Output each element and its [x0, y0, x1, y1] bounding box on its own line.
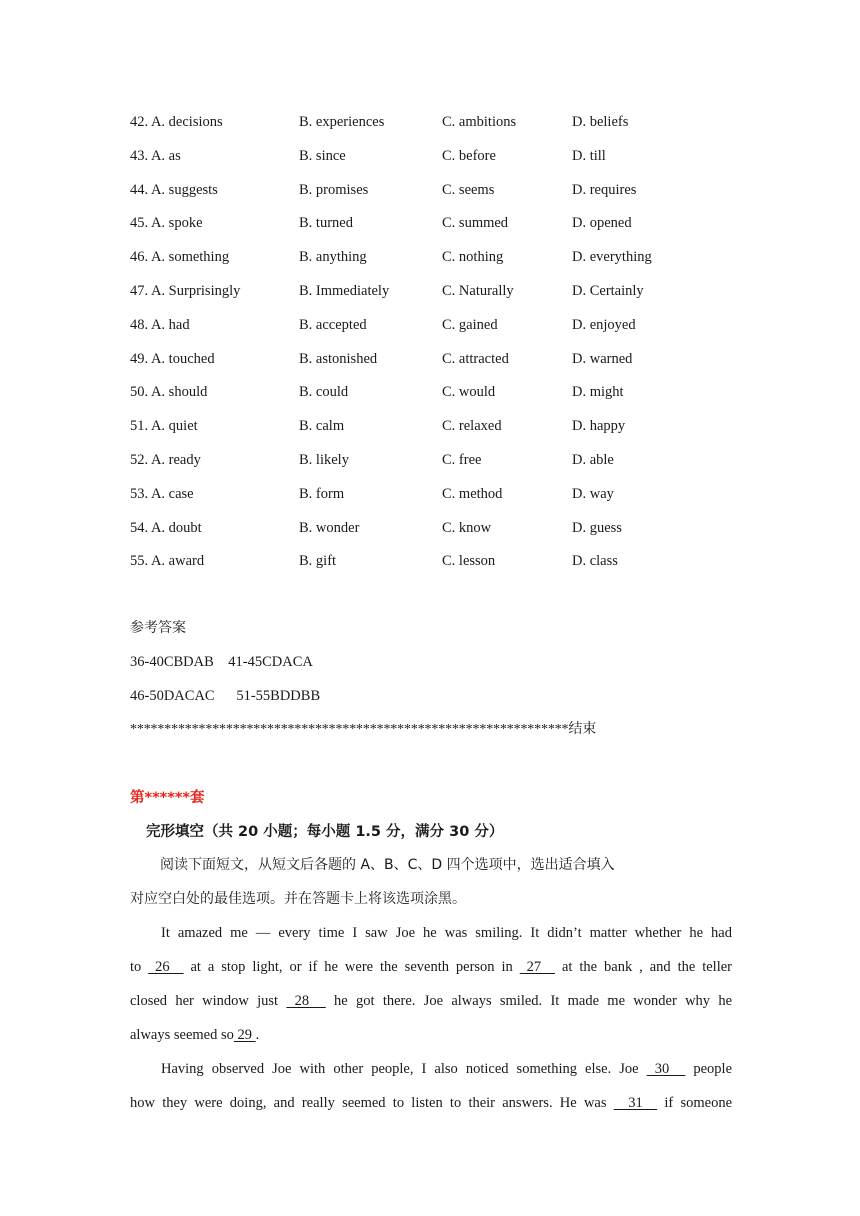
option-a: 49. A. touched	[130, 350, 215, 367]
option-b: B. likely	[299, 452, 349, 468]
option-c: C. before	[442, 147, 496, 164]
passage-line	[130, 991, 732, 1011]
option-c: C. relaxed	[442, 418, 502, 435]
option-c: C. would	[442, 384, 496, 401]
option-a: 43. A. as	[130, 147, 181, 164]
blank-27: 27	[519, 959, 556, 975]
instruction-line-2: 对应空白处的最佳选项。并在答题卡上将该选项涂黑。	[130, 891, 466, 907]
option-c: C. lesson	[442, 553, 496, 570]
option-c: C. ambitions	[442, 114, 517, 130]
passage-text: if someone	[664, 1095, 733, 1111]
option-d: D. guess	[572, 519, 622, 536]
option-a: 55. A. award	[130, 553, 205, 570]
option-a: 50. A. should	[130, 384, 208, 401]
option-c: C. Naturally	[442, 283, 514, 299]
option-d: D. everything	[572, 249, 652, 266]
option-d: D. opened	[572, 215, 632, 232]
option-b: B. could	[299, 384, 349, 401]
option-a: 46. A. something	[130, 249, 230, 266]
option-b: B. accepted	[299, 316, 367, 333]
option-d: D. warned	[572, 350, 633, 367]
option-b: B. since	[299, 147, 346, 164]
option-c: C. gained	[442, 316, 498, 333]
option-d: D. able	[572, 452, 614, 468]
passage-text: Having observed Joe with other people, I also noticed something else. Joe	[161, 1061, 639, 1077]
passage-line	[130, 1059, 732, 1079]
passage-line	[130, 1025, 732, 1045]
option-b: B. promises	[299, 181, 369, 198]
passage-text: at a stop light, or if he were the seventh person in	[190, 959, 513, 975]
option-b: B. astonished	[299, 350, 378, 367]
option-d: D. might	[572, 384, 624, 401]
option-b: B. gift	[299, 553, 337, 570]
instruction-line-1: 阅读下面短文，从短文后各题的 A、B、C、D 四个选项中，选出适合填入	[160, 857, 615, 873]
option-a: 42. A. decisions	[130, 114, 223, 130]
option-b: B. wonder	[299, 519, 360, 536]
answer-line-1: 36-40CBDAB 41-45CDACA	[130, 654, 313, 670]
option-c: C. know	[442, 519, 492, 536]
option-a: 51. A. quiet	[130, 418, 198, 435]
blank-26: 26	[148, 959, 184, 975]
option-a: 54. A. doubt	[130, 519, 202, 536]
option-d: D. Certainly	[572, 283, 644, 299]
option-c: C. nothing	[442, 249, 504, 266]
passage-text: he got there. Joe always smiled. It made me wonder why he	[334, 993, 733, 1009]
option-c: C. summed	[442, 215, 509, 232]
passage-text: .	[255, 1027, 260, 1043]
option-c: C. method	[442, 485, 503, 502]
blank-31: 31	[613, 1095, 658, 1111]
option-d: D. way	[572, 485, 614, 502]
blank-30: 30	[646, 1061, 686, 1077]
option-d: D. happy	[572, 418, 626, 435]
passage-text: closed her window just	[130, 993, 279, 1009]
section-subtitle: 完形填空（共 20 小题；每小题 1.5 分，满分 30 分）	[146, 824, 504, 840]
option-b: B. anything	[299, 249, 367, 266]
option-d: D. requires	[572, 181, 637, 198]
passage-text: always seemed so	[130, 1027, 234, 1043]
option-d: D. class	[572, 553, 618, 570]
passage-text: It amazed me — every time I saw Joe he was smiling. It didn’t matter whether he had	[161, 925, 732, 941]
blank-29: 29	[233, 1027, 256, 1043]
section-title: 第******套	[130, 790, 205, 806]
option-c: C. seems	[442, 181, 495, 198]
option-a: 52. A. ready	[130, 452, 201, 468]
passage-line	[130, 923, 732, 943]
passage-text: to	[130, 959, 142, 975]
passage-line	[130, 957, 732, 977]
option-b: B. Immediately	[299, 283, 390, 299]
option-d: D. till	[572, 147, 606, 164]
option-c: C. attracted	[442, 350, 509, 367]
option-a: 44. A. suggests	[130, 181, 218, 198]
option-b: B. experiences	[299, 114, 385, 130]
option-b: B. calm	[299, 418, 345, 435]
option-c: C. free	[442, 452, 482, 468]
option-d: D. beliefs	[572, 114, 629, 130]
option-d: D. enjoyed	[572, 316, 636, 333]
passage-text: at the bank , and the teller	[561, 959, 733, 975]
option-a: 48. A. had	[130, 316, 190, 333]
passage-text: people	[693, 1061, 733, 1077]
answer-line-2: 46-50DACAC 51-55BDDBB	[130, 688, 321, 704]
passage-line	[130, 1093, 732, 1113]
option-a: 45. A. spoke	[130, 215, 203, 232]
passage-text: how they were doing, and really seemed to listen to their answers. He was	[130, 1095, 607, 1111]
option-b: B. turned	[299, 215, 353, 232]
option-a: 47. A. Surprisingly	[130, 283, 241, 299]
answer-heading: 参考答案	[130, 620, 186, 636]
end-divider: ****************************************************************结束	[130, 722, 597, 737]
option-b: B. form	[299, 485, 345, 502]
option-a: 53. A. case	[130, 485, 194, 502]
blank-28: 28	[286, 993, 326, 1009]
